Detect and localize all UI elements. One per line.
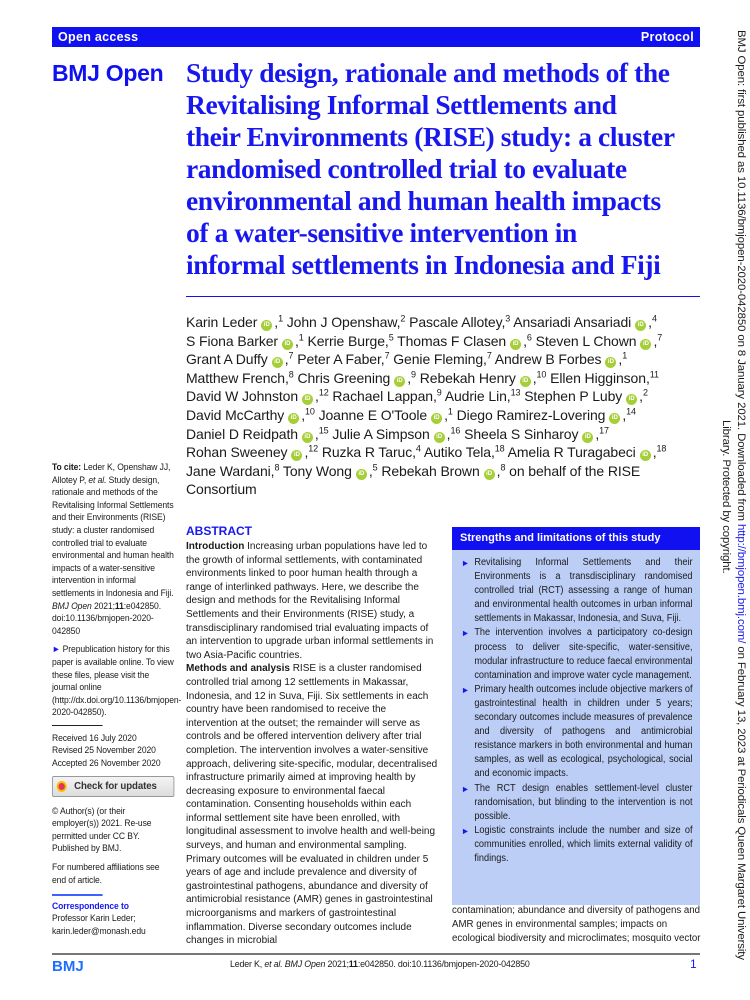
crossmark-icon — [57, 781, 67, 792]
orcid-icon[interactable]: iD — [356, 469, 367, 480]
triangle-bullet-icon: ► — [461, 628, 470, 639]
affiliation-number: 8 — [274, 462, 280, 473]
triangle-bullet-icon: ► — [461, 558, 470, 568]
footer-citation: Leder K, et al. BMJ Open 2021;11:e042850. doi:10.1136/bmjopen-2020-042850 — [230, 959, 530, 970]
affiliations-note: For numbered affiliations see end of article. — [52, 862, 160, 885]
orcid-icon[interactable]: iD — [394, 376, 405, 387]
title-line: of a water-sensitive intervention in — [186, 217, 577, 248]
orcid-icon[interactable]: iD — [609, 413, 620, 424]
author-line: Rohan Sweeney iD ,$^{12}$ Ruzka R Taruc,$^4$ Autiko Tela,$^{18}$ Amelia R Turagabeci iD ,$^{18}$ — [186, 443, 667, 461]
author-line — [186, 480, 257, 499]
journal-logo: BMJ Open — [52, 60, 164, 86]
orcid-icon[interactable]: iD — [640, 450, 651, 461]
author-name: Rebekah Brown — [381, 462, 480, 479]
affiliation-number: 4 — [415, 443, 421, 454]
abstract — [186, 524, 440, 948]
author-name: Matthew French — [186, 369, 285, 386]
copyright: © Author(s) (or their employer(s)) 2021. Re-use permitted under CC BY. Published by BMJ. — [52, 805, 152, 854]
author-name: Peter A Faber — [297, 351, 381, 368]
author-line: David McCarthy iD ,$^{10}$ Joanne E O'Toole iD ,$^1$ Diego Ramirez-Lovering iD ,$^{14}$ — [186, 406, 636, 423]
orcid-icon[interactable]: iD — [520, 376, 531, 387]
author-name: Pascale Allotey — [409, 314, 502, 330]
author-name: Tony Wong — [282, 462, 352, 479]
author-name: Diego Ramirez-Lovering — [456, 406, 606, 423]
author-name: Chris Greening — [297, 369, 391, 386]
author-name: Genie Fleming — [393, 351, 484, 368]
affiliation-number: 5 — [388, 331, 394, 342]
title-line: their Environments (RISE) study: a cluster — [186, 121, 675, 152]
title-line: Study design, rationale and methods of the — [186, 57, 670, 88]
orcid-icon[interactable]: iD — [484, 469, 495, 480]
author-name: David McCarthy — [186, 406, 285, 423]
author-line: Daniel D Reidpath iD ,$^{15}$ Julie A Simpson iD ,$^{16}$ Sheela S Sinharoy iD ,$^{17}$ — [186, 424, 609, 442]
author-name: Jane Wardani — [186, 462, 271, 479]
affiliation-number: 16 — [450, 424, 461, 435]
affiliation-number: 7 — [486, 350, 492, 361]
box-heading: Strengths and limitations of this study — [452, 527, 700, 550]
box-item: ► Primary health outcomes include objective markers of gastrointestinal health in children under 5 years; secondary outcomes include measures of prevalence and diversity of pathogens and antimicrobial resistance markers in both environmental and human samples, as well as ecological, psychological, social and economic impacts. — [461, 683, 693, 780]
affiliation-number: 12 — [318, 387, 329, 398]
triangle-bullet-icon: ► — [461, 825, 470, 836]
orcid-icon[interactable]: iD — [582, 432, 593, 443]
title-line: Revitalising Informal Settlements and — [186, 89, 617, 120]
orcid-icon[interactable]: iD — [431, 413, 442, 424]
affiliation-number: 18 — [656, 443, 667, 454]
correspondence-name: Professor Karin Leder; — [52, 913, 136, 924]
affiliation-number: 13 — [510, 387, 521, 398]
affiliation-number: 15 — [318, 424, 329, 435]
author-name: Thomas F Clasen — [397, 332, 507, 349]
author-name: Rebekah Henry — [419, 369, 516, 386]
author-name: Andrew B Forbes — [494, 351, 602, 368]
author-name: Kerrie Burge — [307, 332, 385, 349]
author-name: Rachael Lappan — [332, 388, 433, 405]
author-name: Ansariadi Ansariadi — [513, 314, 632, 330]
box-item: ► Revitalising Informal Settlements and their Environments is a transdisciplinary randomised controlled trial (RCT) assessing a range of human and environmental health outcomes in urban informal settlements in Makassar, Indonesia, and Suva, Fiji. — [461, 557, 693, 625]
abstract-heading: ABSTRACT — [186, 524, 252, 538]
author-list — [186, 313, 700, 499]
author-line: Jane Wardani,$^8$ Tony Wong iD ,$^5$ Rebekah Brown iD ,$^8$ on behalf of the RISE — [186, 462, 641, 479]
affiliation-number: 7 — [288, 350, 294, 361]
author-name: John J Openshaw — [286, 314, 397, 330]
author-name: David W Johnston — [186, 388, 299, 405]
affiliation-number: 9 — [436, 387, 442, 398]
author-line: Grant A Duffy iD ,$^7$ Peter A Faber,$^7$ Genie Fleming,$^7$ Andrew B Forbes iD ,$^1$ — [186, 350, 628, 368]
box-item: ► The intervention involves a participatory co-design process to deliver site-specific, water-sensitive, modular infrastructure to reduce faecal environmental contamination and improve water cycle management. — [461, 627, 693, 681]
article-title — [186, 57, 700, 281]
affiliation-number: 7 — [657, 331, 663, 342]
orcid-icon[interactable]: iD — [302, 432, 313, 443]
triangle-bullet-icon: ► — [461, 783, 470, 794]
affiliation-number: 10 — [304, 406, 315, 417]
page-number: 1 — [690, 957, 697, 971]
accepted-date: Accepted 26 November 2020 — [52, 758, 161, 769]
orcid-icon[interactable]: iD — [261, 320, 272, 331]
footer-divider — [52, 953, 700, 955]
orcid-icon[interactable]: iD — [635, 320, 646, 331]
article-type-label: Protocol — [640, 30, 694, 44]
author-name: Amelia R Turagabeci — [507, 444, 636, 461]
author-name: Autiko Tela — [423, 444, 491, 461]
header-bar — [52, 27, 700, 47]
author-name: Joanne E O'Toole — [318, 406, 428, 423]
title-divider — [186, 296, 700, 297]
check-for-updates-button[interactable]: Check for updates — [52, 776, 174, 797]
affiliation-number: 8 — [288, 369, 294, 380]
prepublication-link[interactable]: Prepublication history for this paper is available online. To view these files, please visit the journal online (http://dx.doi.org/10.1136/bmjopen-2020-042850). — [52, 644, 182, 718]
affiliation-number: 2 — [642, 387, 648, 398]
title-line: environmental and human health impacts — [186, 185, 661, 216]
affiliation-number: 3 — [505, 313, 511, 324]
author-line: S Fiona Barker iD ,$^1$ Kerrie Burge,$^5$ Thomas F Clasen iD ,$^6$ Steven L Chown iD ,$^7$ — [186, 331, 663, 349]
author-name: Stephen P Luby — [524, 388, 623, 405]
download-notice-line2: Library. Protected by copyright. — [720, 420, 732, 574]
orcid-icon[interactable]: iD — [282, 339, 293, 350]
orcid-icon[interactable]: iD — [626, 394, 637, 405]
author-name: Steven L Chown — [535, 332, 637, 349]
affiliation-number: 9 — [411, 369, 416, 380]
affiliation-number: 8 — [500, 462, 506, 473]
affiliation-number: 17 — [599, 424, 609, 435]
open-access-label: Open access — [58, 30, 139, 44]
triangle-bullet-icon: ► — [52, 644, 61, 655]
divider — [52, 894, 103, 896]
author-name: Consortium — [186, 481, 257, 498]
journal-link[interactable]: http://bmjopen.bmj.com/ — [735, 524, 747, 644]
affiliation-number: 5 — [372, 462, 378, 473]
affiliation-number: 1 — [278, 313, 283, 324]
affiliation-number: 2 — [400, 313, 406, 324]
orcid-icon[interactable]: iD — [272, 357, 283, 368]
received-date: Received 16 July 2020 — [52, 732, 137, 743]
affiliation-number: 18 — [494, 443, 505, 454]
author-name: Ruzka R Taruc — [321, 444, 413, 461]
author-name: S Fiona Barker — [186, 332, 278, 349]
author-line: Karin Leder iD ,$^1$ John J Openshaw,$^2$ Pascale Allotey,$^3$ Ansariadi Ansariadi iD ,$^4$ — [186, 313, 657, 330]
author-name: Julie A Simpson — [332, 425, 430, 442]
divider — [52, 725, 103, 726]
affiliation-number: 1 — [622, 350, 628, 361]
revised-date: Revised 25 November 2020 — [52, 745, 156, 756]
affiliation-number: 14 — [626, 406, 636, 417]
bmj-logo: BMJ — [52, 958, 84, 975]
title-line: randomised controlled trial to evaluate — [186, 153, 627, 184]
author-name: Sheela S Sinharoy — [464, 425, 579, 442]
consortium-note: on behalf of the RISE — [505, 462, 641, 479]
author-line: Matthew French,$^8$ Chris Greening iD ,$^9$ Rebekah Henry iD ,$^{10}$ Ellen Higginson,$^{11}$ — [186, 369, 659, 386]
affiliation-number: 4 — [651, 313, 657, 324]
strengths-limitations-box — [452, 527, 700, 905]
affiliation-number: 12 — [308, 443, 319, 454]
affiliation-number: 6 — [526, 331, 532, 342]
download-notice-line1: BMJ Open: first published as 10.1136/bmjopen-2020-042850 on 8 January 2021. Downloaded from http://bmjopen.bmj.com/ on February 13, 2023 at Periodicals Queen Margaret University — [735, 30, 747, 960]
box-item: ► The RCT design enables settlement-level cluster randomisation, but blinding to the intervention is not possible. — [461, 782, 693, 822]
citation: To cite: Leder K, Openshaw JJ, Allotey P, et al. Study design, rationale and methods of the Revitalising Informal Settlements and their Environments (RISE) study: a cluster randomised controlled trial to evaluate environmental and human health impacts of a water-sensitive intervention in informal settlements in Indonesia and Fiji. BMJ Open 2021;11:e042850. doi:10.1136/bmjopen-2020-042850 — [52, 462, 174, 636]
abstract-methods: Methods and analysis RISE is a cluster randomised controlled trial among 12 settlements in Makassar, Indonesia, and 12 in Suva, Fiji. Six settlements in each country have been randomised to receive the intervention at the outset; the remainder will serve as controls and be offered intervention delivery after trial completion. The intervention involves a water-sensitive approach, delivering site-specific, modular, decentralised infrastructure primarily aimed at improving health by decreasing exposure to environmental faecal contamination. Consenting households within each informal settlement site have been enrolled, with longitudinal assessment to involve health and well-being surveys, and human and environmental sampling. Primary outcomes will be evaluated in children under 5 years of age and include prevalence and diversity of gastrointestinal pathogens, abundance and diversity of antimicrobial resistance (AMR) genes in gastrointestinal microorganisms and markers of gastrointestinal inflammation. Diverse secondary outcomes include changes in microbial — [186, 663, 438, 947]
orcid-icon[interactable]: iD — [605, 357, 616, 368]
sidebar-info — [52, 461, 182, 938]
prepublication-note — [52, 643, 182, 719]
correspondence-email[interactable]: karin.leder@monash.edu — [52, 925, 146, 936]
orcid-icon[interactable]: iD — [510, 339, 521, 350]
author-name: Ellen Higginson — [550, 369, 646, 386]
author-name: Grant A Duffy — [186, 351, 268, 368]
author-name: Audrie Lin — [444, 388, 507, 405]
abstract-introduction: Introduction Increasing urban populations have led to the growth of informal settlements, with contaminated environments linked to poor human health through a range of interlinked pathways. Here, we describe the design and methods for the Revitalising Informal Settlements and their Environments (RISE) study, a transdisciplinary randomised trial evaluating impacts of an intervention to upgrade urban informal settlements in two Asia-Pacific countries. — [186, 541, 434, 661]
triangle-bullet-icon: ► — [461, 684, 470, 695]
orcid-icon[interactable]: iD — [434, 432, 445, 443]
box-item: ► Logistic constraints include the number and size of communities enrolled, which limits external validity of findings. — [461, 824, 693, 864]
author-name: Karin Leder — [186, 314, 258, 330]
orcid-icon[interactable]: iD — [291, 450, 302, 461]
orcid-icon[interactable]: iD — [640, 339, 651, 350]
box-list — [452, 556, 700, 866]
orcid-icon[interactable]: iD — [288, 413, 299, 424]
affiliation-number: 1 — [298, 331, 304, 342]
author-name: Rohan Sweeney — [186, 444, 288, 461]
abstract-continuation: contamination; abundance and diversity of pathogens and AMR genes in environmental samples; impacts on ecological biodiversity and microclimates; mosquito vector — [452, 905, 701, 945]
orcid-icon[interactable]: iD — [302, 394, 313, 405]
affiliation-number: 7 — [384, 350, 390, 361]
author-name: Daniel D Reidpath — [186, 425, 298, 442]
correspondence-label: Correspondence to — [52, 900, 129, 911]
affiliation-number: 1 — [447, 406, 453, 417]
author-line: David W Johnston iD ,$^{12}$ Rachael Lappan,$^9$ Audrie Lin,$^{13}$ Stephen P Luby iD ,$^2$ — [186, 387, 648, 405]
affiliation-number: 11 — [649, 369, 659, 380]
title-line: informal settlements in Indonesia and Fiji — [186, 249, 661, 280]
affiliation-number: 10 — [536, 369, 547, 380]
